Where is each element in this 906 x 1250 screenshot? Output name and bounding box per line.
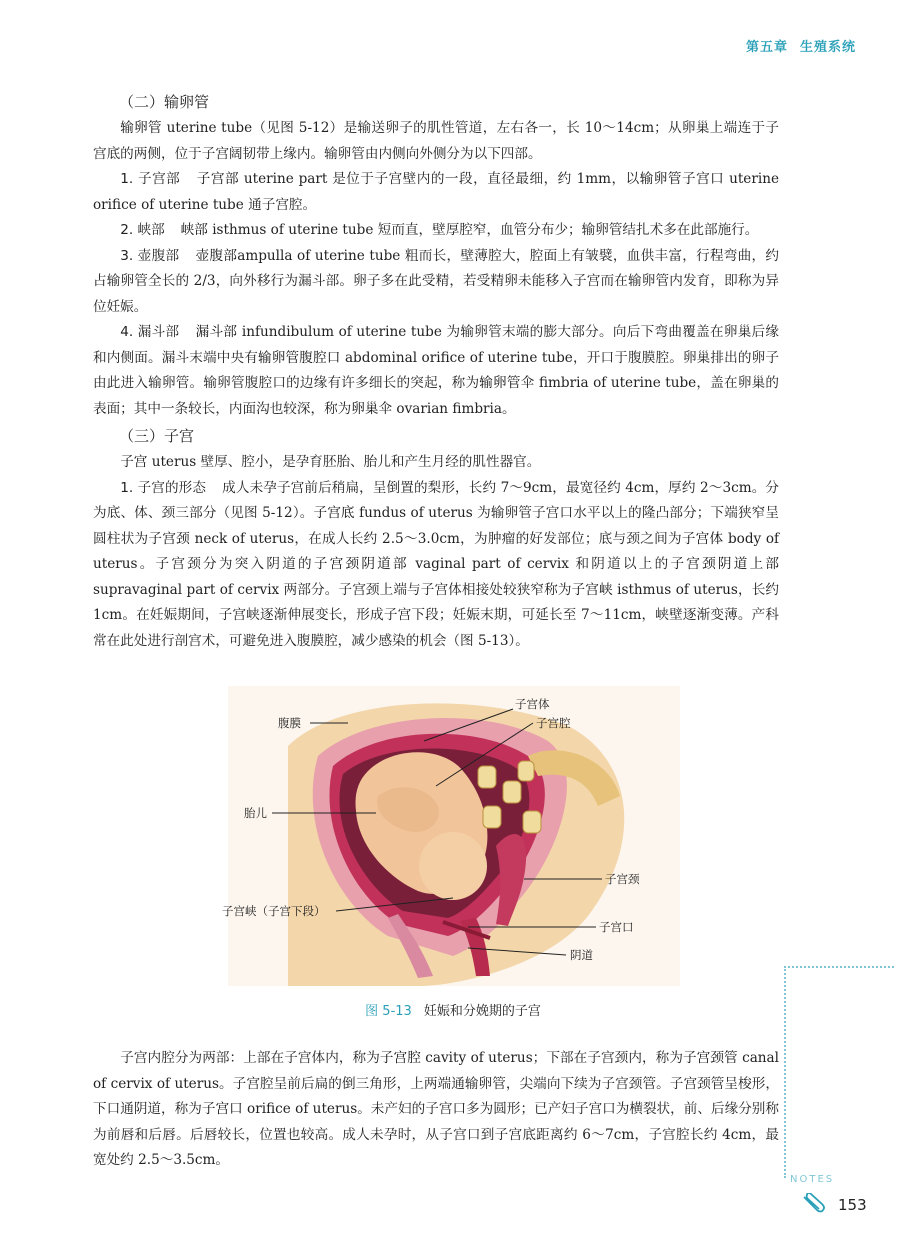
text: fimbria of uterine tube，盖在卵巢的表面；其中一条较长，内面沟也较深，称为	[93, 375, 779, 417]
heading-oviduct: （二）输卵管	[119, 93, 210, 111]
term: 卵巢伞	[351, 400, 393, 417]
label-fetus: 胎儿	[244, 806, 267, 820]
paragraph-uterus-intro	[93, 450, 779, 476]
term: 峡部	[180, 222, 208, 238]
uterus-illustration	[228, 686, 680, 986]
term: 子宫底	[313, 505, 355, 521]
main-text-continued	[93, 1046, 779, 1174]
text: isthmus of uterine tube 短而直，壁厚腔窄，血管分布少；输卵管结扎术多在此部施行。	[212, 222, 759, 238]
paragraph-isthmus	[93, 218, 779, 244]
term: 子宫峡	[571, 581, 613, 598]
text: abdominal orifice of uterine tube，开口于腹膜腔。卵巢排出的卵子由此进入输卵管。输卵管腹腔口的边缘有许多细长的突起，称为	[93, 349, 780, 391]
text: uterine tube（见图 5-12）是输送卵子的肌性管道，左右各一，长 10～14cm；从卵巢上端连于子宫底的两侧，位于子宫阔韧带上缘内。输卵管由内侧向外侧分为以下四部。	[93, 120, 780, 162]
label-isthmus: 子宫峡（子宫下段）	[222, 904, 326, 918]
running-header	[746, 36, 856, 55]
page-number: 153	[838, 1196, 867, 1214]
chapter-number: 第五章	[745, 40, 788, 55]
paragraph-uterine-cavity	[93, 1046, 779, 1174]
item-label: 4. 漏斗部	[120, 324, 180, 340]
paragraph-uterine-part	[93, 167, 779, 218]
text: orifice of uterus。未产妇的子宫口多为圆形；已产妇子宫口为横裂状，前、后缘分别称为前唇和后唇。后唇较长，位置也较高。成人未孕时，从子宫口到子宫底距离约 6～7cm，子宫腔长约 4cm，最宽处约 2.5～3.5cm。	[93, 1101, 780, 1168]
term: 输卵管	[120, 120, 162, 136]
item-label: 2. 峡部	[120, 222, 165, 238]
caption-number: 图 5-13	[365, 1004, 412, 1019]
text: canal of cervix of uterus。子宫腔呈前后扁的倒三角形，上两端通输卵管，尖端向下续为子宫颈管。子宫颈管呈梭形，下口通阴道，称为	[93, 1050, 780, 1117]
item-label: 3. 壶腹部	[120, 247, 180, 264]
caption-text: 妊娠和分娩期的子宫	[423, 1004, 541, 1019]
term: 壶腹部	[195, 247, 238, 264]
term: 子宫颈阴道部	[313, 556, 409, 572]
text: 成人未孕子宫前后稍扁，呈倒置的梨形，长约 7～9cm，最宽径约 4cm，厚约 2～3cm。分为底、体、颈三部分（见图 5-12）。	[93, 479, 779, 521]
term: 子宫部	[196, 171, 240, 187]
paragraph-oviduct-intro	[93, 116, 779, 167]
notes-top-line	[784, 966, 894, 968]
paragraph-uterus-shape	[93, 476, 779, 655]
figure-caption	[0, 1000, 906, 1019]
item-label: 1. 子宫部	[120, 171, 181, 187]
main-text	[93, 88, 779, 654]
text: ovarian fimbria。	[396, 400, 516, 417]
notes-margin-line	[784, 966, 786, 1178]
term: 输卵管腹腔口	[257, 349, 341, 366]
term: 子宫体	[681, 530, 724, 547]
text: uterine orifice of uterine tube 通子宫腔。	[93, 171, 780, 213]
text: infundibulum of uterine tube 为输卵管末端的膨大部分。向后下弯曲覆盖在卵巢后缘和内侧面。漏斗末端中央有	[93, 324, 780, 366]
text: uterine part 是位于子宫壁内的一段，直径最细，约 1mm，以	[243, 171, 640, 187]
text: cavity of uterus；下部在子宫颈内，称为	[425, 1050, 683, 1066]
term: 子宫颈	[148, 530, 190, 547]
text: 子宫内腔分为两部：上部在子宫体内，称为	[120, 1050, 380, 1066]
term: 输卵管伞	[479, 375, 535, 391]
label-uterine-cavity: 子宫腔	[536, 716, 571, 730]
label-cervix: 子宫颈	[605, 872, 640, 886]
text: vaginal part of cervix 和阴道以上的	[415, 556, 671, 572]
chapter-title: 生殖系统	[799, 40, 856, 55]
paragraph-ampulla	[93, 244, 779, 321]
term: 漏斗部	[195, 324, 238, 340]
label-os: 子宫口	[599, 920, 634, 934]
text: fundus of uterus 为输卵管子宫口水平以上的隆凸部分；下端狭窄呈圆柱状为	[93, 505, 779, 547]
text: body of uterus。子宫颈分为突入阴道的	[93, 530, 780, 572]
term: 子宫颈阴道上部	[670, 556, 779, 572]
term: 子宫腔	[379, 1050, 421, 1066]
text: ampulla of uterine tube 粗而长，壁薄腔大，腔面上有皱襞，血供丰富，行程弯曲，约占输卵管全长的 2/3，向外移行为漏斗部。卵子多在此受精，若受精卵未能移入子宫而在输卵管内发育，即称为异位妊娠。	[93, 247, 780, 315]
figure-pregnant-uterus	[222, 686, 680, 986]
item-label: 1. 子宫的形态	[120, 479, 207, 496]
label-vagina: 阴道	[570, 948, 593, 962]
term: 子宫	[120, 454, 148, 470]
term: 子宫颈管	[683, 1050, 738, 1066]
notes-label: NOTES	[790, 1174, 835, 1185]
label-peritoneum: 腹膜	[278, 716, 301, 730]
heading-uterus: （三）子宫	[119, 427, 195, 445]
text: isthmus of uterus，长约 1cm。在妊娠期间，子宫峡逐渐伸展变长，形成子宫下段；妊娠末期，可延长至 7～11cm，峡壁逐渐变薄。产科常在此处进行剖宫术，可避免进入腹膜腔，减少感染的机会（图 5-13）。	[93, 581, 779, 649]
paragraph-infundibulum	[93, 320, 779, 422]
text: uterus 壁厚、腔小，是孕育胚胎、胎儿和产生月经的肌性器官。	[151, 454, 541, 470]
term: 输卵管子宫口	[639, 171, 725, 187]
paperclip-icon	[801, 1193, 827, 1215]
text: neck of uterus，在成人长约 2.5～3.0cm，为肿瘤的好发部位；底与颈之间为	[194, 530, 682, 547]
text: supravaginal part of cervix 两部分。子宫颈上端与子宫体相接处较狭窄称为	[93, 581, 572, 598]
term: 子宫口	[201, 1101, 243, 1117]
label-uterine-body: 子宫体	[515, 697, 550, 711]
